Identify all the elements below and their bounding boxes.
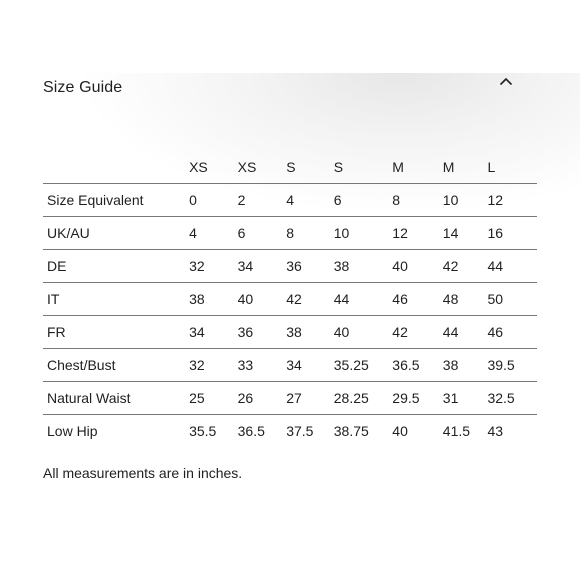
- table-cell: 35.25: [334, 349, 393, 382]
- page-title: Size Guide: [43, 79, 123, 96]
- table-cell: 42: [286, 283, 334, 316]
- table-cell: 37.5: [286, 423, 314, 439]
- table-cell: 39.5: [487, 349, 537, 382]
- header-cell: [43, 150, 189, 184]
- table-cell: 50: [487, 283, 537, 316]
- table-cell: 36: [238, 316, 287, 349]
- table-cell: 40: [334, 316, 393, 349]
- header-cell: L: [487, 150, 537, 184]
- table-cell: 14: [443, 217, 488, 250]
- row-label: Size Equivalent: [43, 184, 189, 217]
- table-cell: 32.5: [487, 382, 537, 415]
- table-row: [43, 349, 537, 382]
- table-cell: 33: [238, 349, 287, 382]
- measurement-note: All measurements are in inches.: [43, 465, 243, 481]
- table-cell: 8: [392, 184, 443, 217]
- table-cell: 8: [286, 217, 334, 250]
- table-cell: 43: [487, 423, 504, 439]
- header-cell: S: [334, 150, 393, 184]
- table-cell: 46: [487, 316, 537, 349]
- table-cell: 34: [238, 250, 287, 283]
- table-row: [43, 415, 537, 448]
- table-cell: 10: [443, 184, 488, 217]
- header-cell: M: [443, 150, 488, 184]
- table-cell: 40: [392, 423, 408, 439]
- table-cell: 28.25: [334, 382, 393, 415]
- table-cell: 42: [392, 316, 443, 349]
- table-row: [43, 250, 537, 283]
- table-cell: 38: [443, 349, 488, 382]
- table-cell: 25: [189, 382, 238, 415]
- table-row: [43, 283, 537, 316]
- table-cell: 31: [443, 382, 488, 415]
- table-cell: 41.5: [442, 423, 471, 439]
- table-cell: 36.5: [237, 423, 265, 439]
- collapse-button[interactable]: [497, 74, 515, 88]
- table-cell: 48: [443, 283, 488, 316]
- row-label: Low Hip: [47, 423, 98, 439]
- table-cell: 34: [189, 316, 238, 349]
- row-label: DE: [43, 250, 189, 283]
- table-cell: 35.5: [189, 423, 217, 439]
- table-cell: 42: [443, 250, 488, 283]
- row-label: UK/AU: [43, 217, 189, 250]
- table-header-row: [43, 150, 537, 184]
- row-label: IT: [43, 283, 189, 316]
- table-cell: 4: [189, 217, 238, 250]
- row-label: Natural Waist: [43, 382, 189, 415]
- table-cell: 0: [189, 184, 238, 217]
- table-cell: 38: [334, 250, 393, 283]
- table-row: [43, 217, 537, 250]
- table-cell: 40: [392, 250, 443, 283]
- header-cell: XS: [189, 150, 238, 184]
- chevron-up-icon: [497, 74, 515, 88]
- row-label: Chest/Bust: [43, 349, 189, 382]
- table-cell: 44: [487, 250, 537, 283]
- table-cell: 6: [238, 217, 287, 250]
- table-cell: 46: [392, 283, 443, 316]
- table-cell: 32: [189, 250, 238, 283]
- table-cell: 12: [487, 184, 537, 217]
- table-cell: 36: [286, 250, 334, 283]
- table-cell: 6: [334, 184, 393, 217]
- table-cell: 16: [487, 217, 537, 250]
- table-cell: 29.5: [392, 382, 443, 415]
- header-cell: M: [392, 150, 443, 184]
- header-cell: XS: [238, 150, 287, 184]
- table-cell: 40: [238, 283, 287, 316]
- table-cell: 26: [238, 382, 287, 415]
- header-cell: S: [286, 150, 334, 184]
- table-cell: 38: [286, 316, 334, 349]
- table-cell: 32: [189, 349, 238, 382]
- table-cell: 12: [392, 217, 443, 250]
- size-table: [43, 150, 537, 447]
- table-cell: 44: [334, 283, 393, 316]
- table-cell: 2: [238, 184, 287, 217]
- table-cell: 36.5: [392, 349, 443, 382]
- table-row: [43, 316, 537, 349]
- table-row: [43, 184, 537, 217]
- table-cell: 38: [189, 283, 238, 316]
- table-cell: 27: [286, 382, 334, 415]
- table-cell: 10: [334, 217, 393, 250]
- table-cell: 4: [286, 184, 334, 217]
- row-label: FR: [43, 316, 189, 349]
- table-row: [43, 382, 537, 415]
- table-cell: 44: [443, 316, 488, 349]
- table-cell: 38.75: [333, 423, 369, 439]
- table-cell: 34: [286, 349, 334, 382]
